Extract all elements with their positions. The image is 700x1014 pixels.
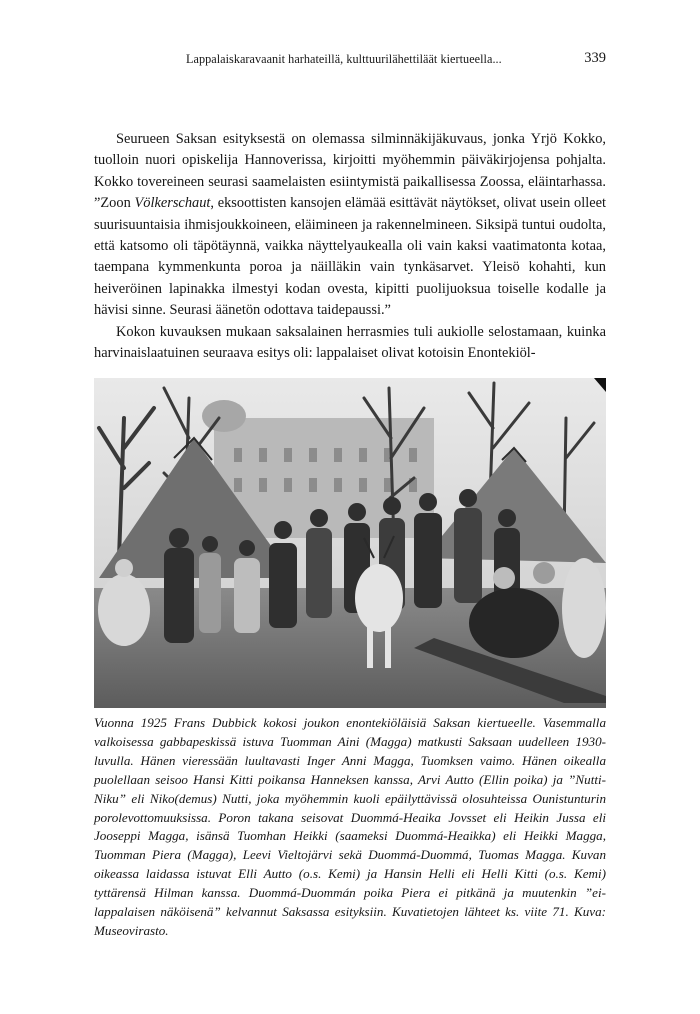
body-paragraph-2: Kokon kuvauksen mukaan saksalainen herrasmies tuli aukiolle selostamaan, kuinka harvinaislaatuinen seuraava esitys oli: lappalaiset olivat kotoisin Enontekiöl- <box>94 323 606 362</box>
paragraph-1-part-a: Seurueen Saksan esityksestä on olemassa silminnäkijäkuvaus, jonka Yrjö Kokko, tuolloin nuori opiskelija Hannoverissa, kirjoitti myöhemmin päiväkirjojensa pohjalta. Kokko tovereineen seurasi saamelaisten esiintymistä paikallisessa Zoossa, eläintarhassa. ”Zoon <box>94 131 606 212</box>
body-paragraph-1 <box>94 129 606 322</box>
paragraph-1-part-b: , eksoottisten kansojen elämää esittävät näytökset, olivat usein olleet suurisuuntaisia ihmisjoukkoineen, eläimineen ja rakennelmineen. Siksipä tuntui oudolta, että katsomo oli täpötäynnä, vaikka näyttelyaukealla oli vain kaksi vaatimatonta kotaa, taempana kymmenkunta poroa ja näilläkin vain tynkäsarvet. Yleisö kohahti, kun heiveröinen lapinakka ilmestyi kodan ovesta, kipitti puolijuoksua toiselle kodalle ja hävisi sinne. Seurasi äänetön odottava taidepaussi.” <box>94 195 606 319</box>
page-header <box>94 52 606 72</box>
italic-term: Völkerschaut <box>134 195 211 212</box>
photograph-image <box>94 378 606 708</box>
historical-photograph <box>94 378 606 708</box>
running-title: Lappalaiskaravaanit harhateillä, kulttuurilähettiläät kiertueella... <box>186 52 502 66</box>
page-number: 339 <box>584 50 606 66</box>
body-text <box>94 129 606 364</box>
figure-caption: Vuonna 1925 Frans Dubbick kokosi joukon enontekiöläisiä Saksan kiertueelle. Vasemmalla valkoisessa gabbapeskissä istuva Tuomman Aini (Magga) matkusti Saksaan uudelleen 1930-luvulla. Hänen vieressään luultavasti Inger Anni Magga, Tuomksen vaimo. Hänen oikealla puolellaan seisoo Hansi Kitti poikansa Hanneksen kanssa, Arvi Autto (Ellin poika) ja ”Nutti-Niku” eli Niko(demus) Nutti, joka myöhemmin kuoli epäilyttävissä olosuhteissa Ounistunturin porolevottomuuksissa. Poron takana seisovat Duommá-Heaika Jovsset eli Heikin Jussa eli Jooseppi Magga, isänsä Tuomhan Heikki (saameksi Duommá-Heaikka) eli Heikki Magga, Tuomman Piera (Magga), Leevi Vieltojärvi sekä Duommá-Duommá, Tuomas Magga. Kuvan oikeassa laidassa istuvat Elli Autto (o.s. Kemi) ja Hansin Helli eli Helli Kitti (o.s. Kemi) tyttärensä Hilman kanssa. Duommá-Duommán poika Piera ei pitkänä ja muutenkin ”ei-lappalaisen näköisenä” kelvannut Saksassa esityksiin. Kuvatietojen lähteet ks. viite 71. Kuva: Museovirasto. <box>94 715 606 938</box>
